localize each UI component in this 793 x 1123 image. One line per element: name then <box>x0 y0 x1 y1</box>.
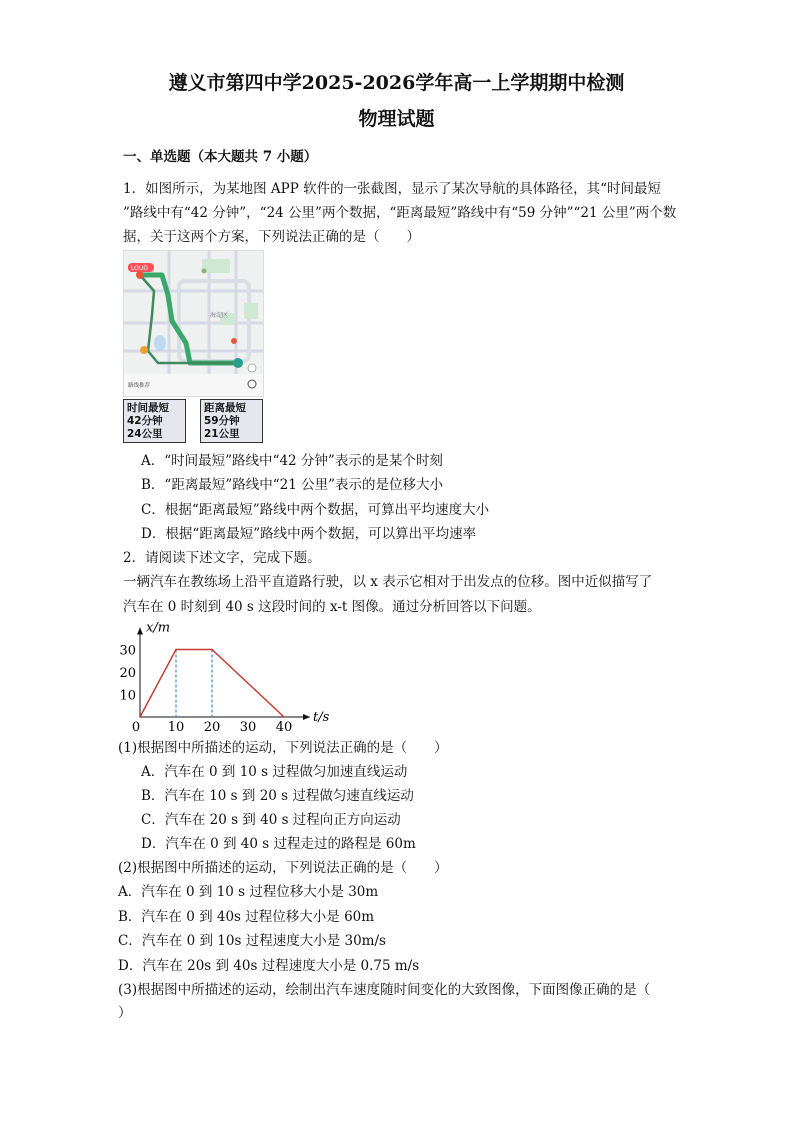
data-point <box>211 649 213 651</box>
q2-sub1-option-c: C．汽车在 20 s 到 40 s 过程向正方向运动 <box>141 812 401 828</box>
q2-sub3-stem-line-2: ） <box>118 1005 132 1021</box>
q1-stem-line-1: 1．如图所示，为某地图 APP 软件的一张截图，显示了某次导航的具体路径，其“时间最短 <box>123 181 661 197</box>
x-tick-label: 40 <box>275 720 293 733</box>
q1-option-d: D．根据“距离最短”路线中两个数据，可以算出平均速率 <box>141 526 477 542</box>
route-time-duration: 42分钟 <box>127 415 163 427</box>
y-axis-label: x/m <box>146 620 171 636</box>
q2-sub1-option-a: A．汽车在 0 到 10 s 过程做匀加速直线运动 <box>141 764 408 780</box>
q2-sub2-option-d: D．汽车在 20s 到 40s 过程速度大小是 0.75 m/s <box>118 958 420 974</box>
q2-sub3-stem-line-1: (3)根据图中所描述的运动，绘制出汽车速度随时间变化的大致图像，下面图像正确的是（ <box>118 982 651 998</box>
data-point <box>139 716 141 718</box>
q1-stem-line-2: ”路线中有“42 分钟”，“24 公里”两个数据，“距离最短”路线中有“59 分钟”“21 公里”两个数 <box>123 205 677 221</box>
route-time-title: 时间最短 <box>127 402 169 414</box>
section-heading: 一、单选题（本大题共 7 小题） <box>123 149 318 165</box>
map-district-label: 海淀区 <box>210 312 229 319</box>
x-tick-label: 10 <box>167 720 185 733</box>
x-axis-label: t/s <box>313 710 330 725</box>
q1-stem-line-3: 据，关于这两个方案，下列说法正确的是（ ） <box>123 229 420 245</box>
x-tick-label: 0 <box>131 720 141 733</box>
q2-sub1-option-b: B．汽车在 10 s 到 20 s 过程做匀速直线运动 <box>141 788 414 804</box>
map-badge-text: LOUD <box>131 265 148 272</box>
page-subtitle: 物理试题 <box>358 108 435 130</box>
route-distance-distance: 21公里 <box>204 428 240 440</box>
navigation-map-image <box>123 250 264 397</box>
q2-sub2-option-c: C．汽车在 0 到 10s 过程速度大小是 30m/s <box>118 933 386 949</box>
y-tick-label: 10 <box>119 688 136 704</box>
x-axis-arrow <box>303 714 310 720</box>
route-time-shortest-card <box>123 399 186 443</box>
q2-sub2-stem: (2)根据图中所描述的运动，下列说法正确的是（ ） <box>118 860 448 876</box>
route-distance-shortest-card <box>200 399 263 443</box>
data-point <box>283 716 285 718</box>
data-point <box>175 649 177 651</box>
q1-option-b: B．“距离最短”路线中“21 公里”表示的是位移大小 <box>141 477 443 493</box>
y-axis-arrow <box>137 628 143 635</box>
route-time-distance: 24公里 <box>127 428 163 440</box>
q2-intro: 2．请阅读下述文字，完成下题。 <box>123 550 321 566</box>
q2-text-line-2: 汽车在 0 时刻到 40 s 这段时间的 x-t 图像。通过分析回答以下问题。 <box>123 599 541 615</box>
route-distance-title: 距离最短 <box>204 402 246 414</box>
q1-option-a: A．“时间最短”路线中“42 分钟”表示的是某个时刻 <box>141 453 443 469</box>
route-distance-duration: 59分钟 <box>204 415 240 427</box>
q2-sub2-option-b: B．汽车在 0 到 40s 过程位移大小是 60m <box>118 909 375 925</box>
y-tick-label: 20 <box>119 666 136 681</box>
q1-option-c: C．根据“距离最短”路线中两个数据，可算出平均速度大小 <box>141 502 490 518</box>
q2-sub1-option-d: D．汽车在 0 到 40 s 过程走过的路程是 60m <box>141 836 416 852</box>
page-title: 遵义市第四中学2025-2026学年高一上学期期中检测 <box>168 72 625 94</box>
x-tick-label: 20 <box>203 720 221 733</box>
x-tick-label: 30 <box>239 720 257 733</box>
q2-sub2-option-a: A．汽车在 0 到 10 s 过程位移大小是 30m <box>118 884 379 900</box>
map-route-recommend-label: 路线推荐 <box>128 383 151 389</box>
q2-sub1-stem: (1)根据图中所描述的运动，下列说法正确的是（ ） <box>118 740 448 756</box>
y-tick-label: 30 <box>119 643 136 659</box>
xt-graph <box>118 615 348 733</box>
q2-text-line-1: 一辆汽车在教练场上沿平直道路行驶，以 x 表示它相对于出发点的位移。图中近似描写了 <box>123 574 653 590</box>
